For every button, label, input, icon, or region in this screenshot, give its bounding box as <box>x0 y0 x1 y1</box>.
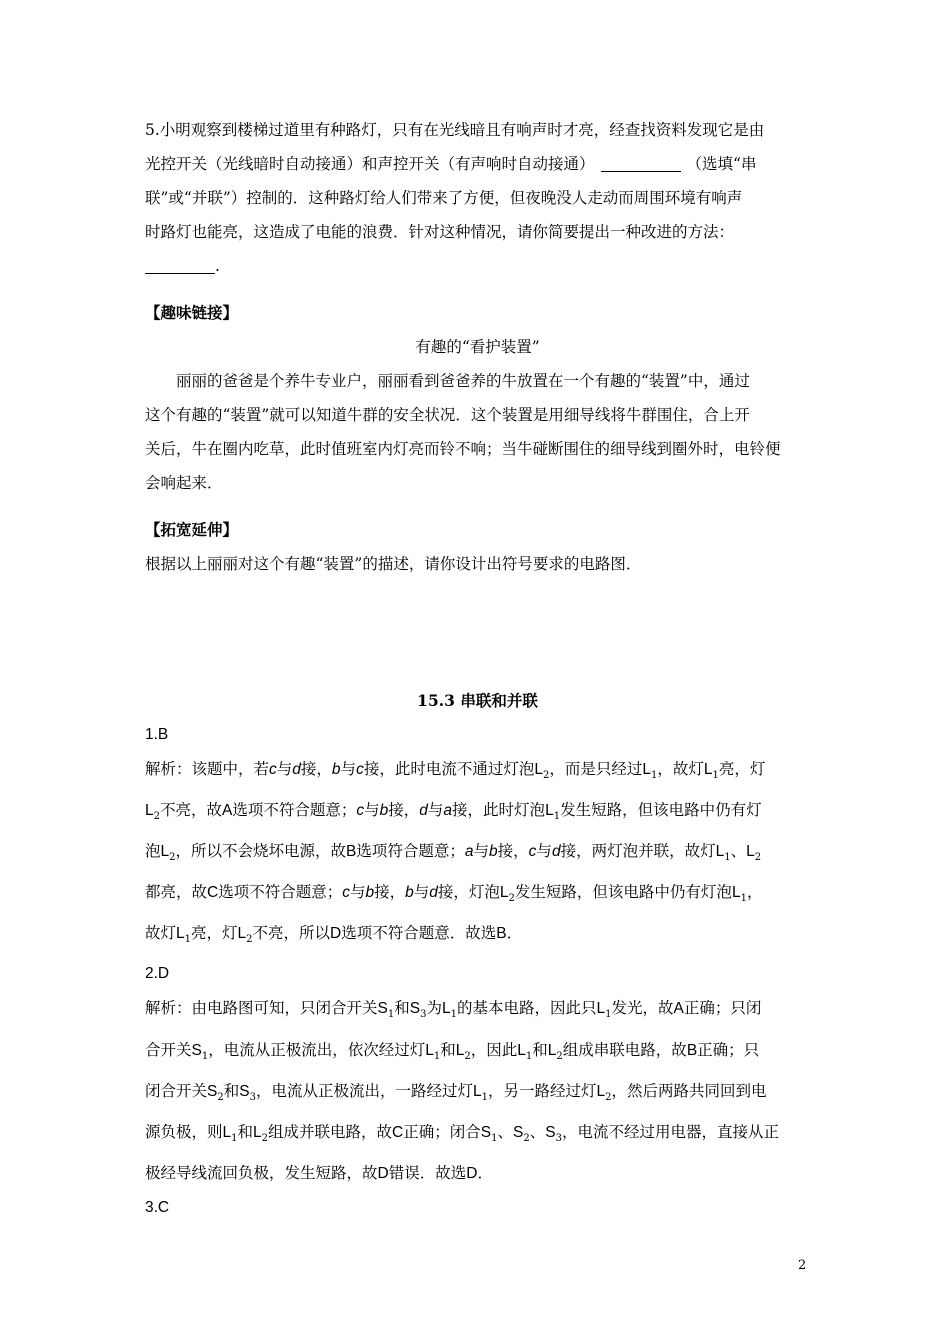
q5-line-2: 光控开关（光线暗时自动接通）和声控开关（有声响时自动接通） （选填“串 <box>145 155 757 173</box>
answer-1-line-4: 都亮，故C选项不符合题意；c与b接，b与d接，灯泡$L_2$发生短路，但该电路中仍有灯泡$L_1$， <box>145 883 763 905</box>
fun-link-line-3: 关后，牛在圈内吃草，此时值班室内灯亮而铃不响；当牛碰断围住的细导线到圈外时，电铃便 <box>145 440 781 458</box>
answer-1-line-3: 泡$L_2$，所以不会烧坏电源，故B选项符合题意；a与b接，c与d接，两灯泡并联，故灯$L_1$、$L_2$ <box>145 842 762 864</box>
answer-2-line-3: 闭合开关$S_2$和$S_3$，电流从正极流出，一路经过灯$L_1$，另一路经过灯$L_2$，然后两路共同回到电 <box>145 1081 767 1103</box>
q5-line-1: 5.小明观察到楼梯过道里有种路灯，只有在光线暗且有响声时才亮，经查找资料发现它是由 <box>145 121 765 139</box>
q5-line-5: . <box>145 249 810 283</box>
fun-link-line-2: 这个有趣的“装置”就可以知道牛群的安全状况．这个装置是用细导线将牛群围住，合上开 <box>145 406 750 424</box>
extension-heading: 【拓宽延伸】 <box>145 520 239 539</box>
extension-text: 根据以上丽丽对这个有趣“装置”的描述，请你设计出符号要求的电路图． <box>145 555 642 573</box>
fill-blank-2[interactable] <box>145 256 215 274</box>
fun-link-heading: 【趣味链接】 <box>145 303 239 322</box>
answer-2-line-1: 解析：由电路图可知，只闭合开关$S_1$和$S_3$为$L_1$的基本电路，因此只$L_1$发光，故A正确；只闭 <box>145 999 762 1021</box>
q5-line-3: 联”或“并联”）控制的．这种路灯给人们带来了方便，但夜晚没人走动而周围环境有响声 <box>145 189 743 207</box>
fun-link-line-4: 会响起来． <box>145 474 223 492</box>
answer-2-line-2: 合开关$S_1$，电流从正极流出，依次经过灯$L_1$和$L_2$，因此$L_1$和$L_2$组成串联电路，故B正确；只 <box>145 1040 760 1062</box>
fun-link-title: 有趣的“看护装置” <box>415 338 540 356</box>
fun-link-line-1: 丽丽的爸爸是个养牛专业户，丽丽看到爸爸养的牛放置在一个有趣的“装置”中，通过 <box>176 372 750 390</box>
page-number: 2 <box>798 1258 807 1273</box>
answer-1-line-5: 故灯$L_1$亮，灯$L_2$不亮，所以D选项不符合题意．故选B． <box>145 924 523 946</box>
fill-blank-1[interactable] <box>601 154 681 172</box>
question-5 <box>145 113 810 283</box>
answer-3-label: 3.C <box>145 1198 170 1216</box>
answers-title: 15.3 串联和并联 <box>417 691 538 710</box>
answer-2-label: 2.D <box>145 965 170 983</box>
answer-1-line-2: $L_2$不亮，故A选项不符合题意；c与b接，d与a接，此时灯泡$L_1$发生短路，但该电路中仍有灯 <box>145 801 762 823</box>
answer-1-label: 1.B <box>145 726 169 743</box>
answer-1-line-1: 解析：该题中，若c与d接，b与c接，此时电流不通过灯泡$L_2$，而是只经过$L_1$，故灯$L_1$亮，灯 <box>145 760 766 782</box>
fun-link-section <box>145 296 810 500</box>
q5-line-4: 时路灯也能亮，这造成了电能的浪费．针对这种情况，请你简要提出一种改进的方法： <box>145 223 735 241</box>
extension-section <box>145 513 810 581</box>
answers-section <box>145 684 810 1225</box>
answer-2-line-4: 源负极，则$L_1$和$L_2$组成并联电路，故C正确；闭合$S_1$、$S_2$、$S_3$，电流不经过用电器，直接从正 <box>145 1122 779 1144</box>
answer-2-line-5: 极经导线流回负极，发生短路，故D错误．故选D． <box>145 1163 493 1182</box>
